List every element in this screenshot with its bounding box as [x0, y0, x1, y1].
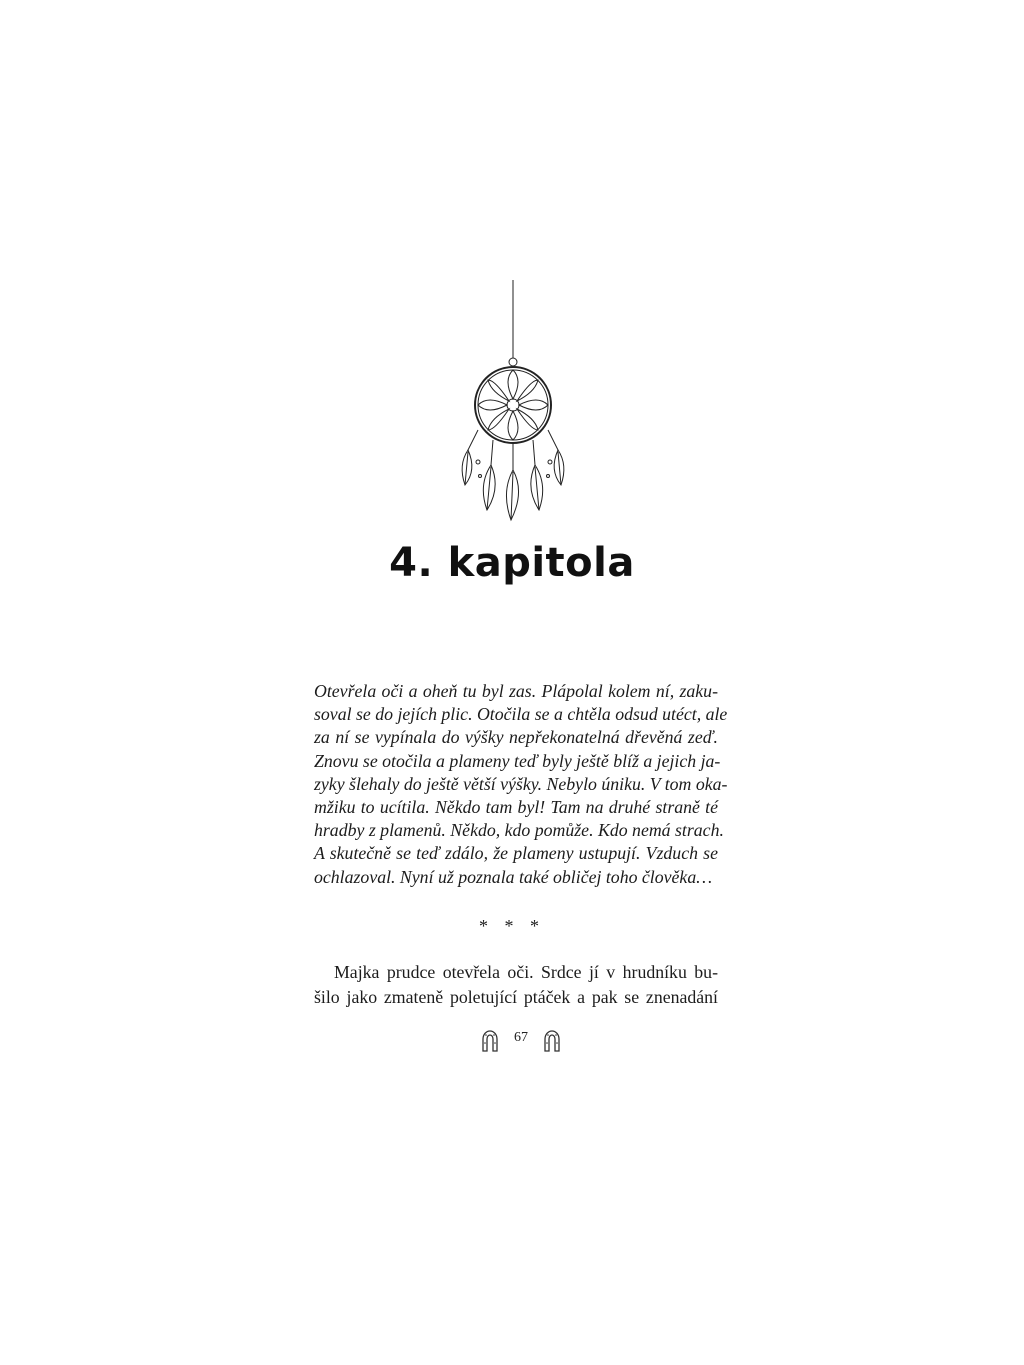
dream-line: A skutečně se teď zdálo, že plameny ustupují. Vzduch se [314, 843, 718, 864]
dream-passage [314, 680, 728, 889]
dream-line: Otevřela oči a oheň tu byl zas. Plápolal kolem ní, zaku- [314, 681, 718, 701]
page-number: 67 [514, 1030, 528, 1045]
dream-line: Znovu se otočila a plameny teď byly ještě blíž a jejich ja- [314, 750, 721, 771]
dream-line: za ní se vypínala do výšky nepřekonatelná dřevěná zeď. [314, 727, 718, 748]
dream-line: mžiku to ucítila. Někdo tam byl! Tam na druhé straně té [314, 797, 718, 818]
body-line: Majka prudce otevřela oči. Srdce jí v hrudníku bu- [334, 962, 718, 982]
dream-line: soval se do jejích plic. Otočila se a chtěla odsud utéct, ale [314, 704, 728, 725]
dream-line: zyky šlehaly do ještě větší výšky. Nebylo úniku. V tom oka- [314, 773, 728, 794]
dream-line: ochlazoval. Nyní už poznala také obličej toho člověka… [314, 866, 713, 887]
page-footer [476, 1024, 566, 1056]
horseshoe-icon [542, 1028, 562, 1052]
body-paragraph [314, 960, 718, 1009]
body-line: šilo jako zmateně poletující ptáček a pak se znenadání [314, 986, 718, 1007]
dreamcatcher-icon [453, 280, 575, 525]
dream-line: hradby z plamenů. Někdo, kdo pomůže. Kdo nemá strach. [314, 820, 724, 841]
chapter-title: 4. kapitola [389, 540, 635, 586]
scene-separator: * * * [479, 916, 545, 936]
